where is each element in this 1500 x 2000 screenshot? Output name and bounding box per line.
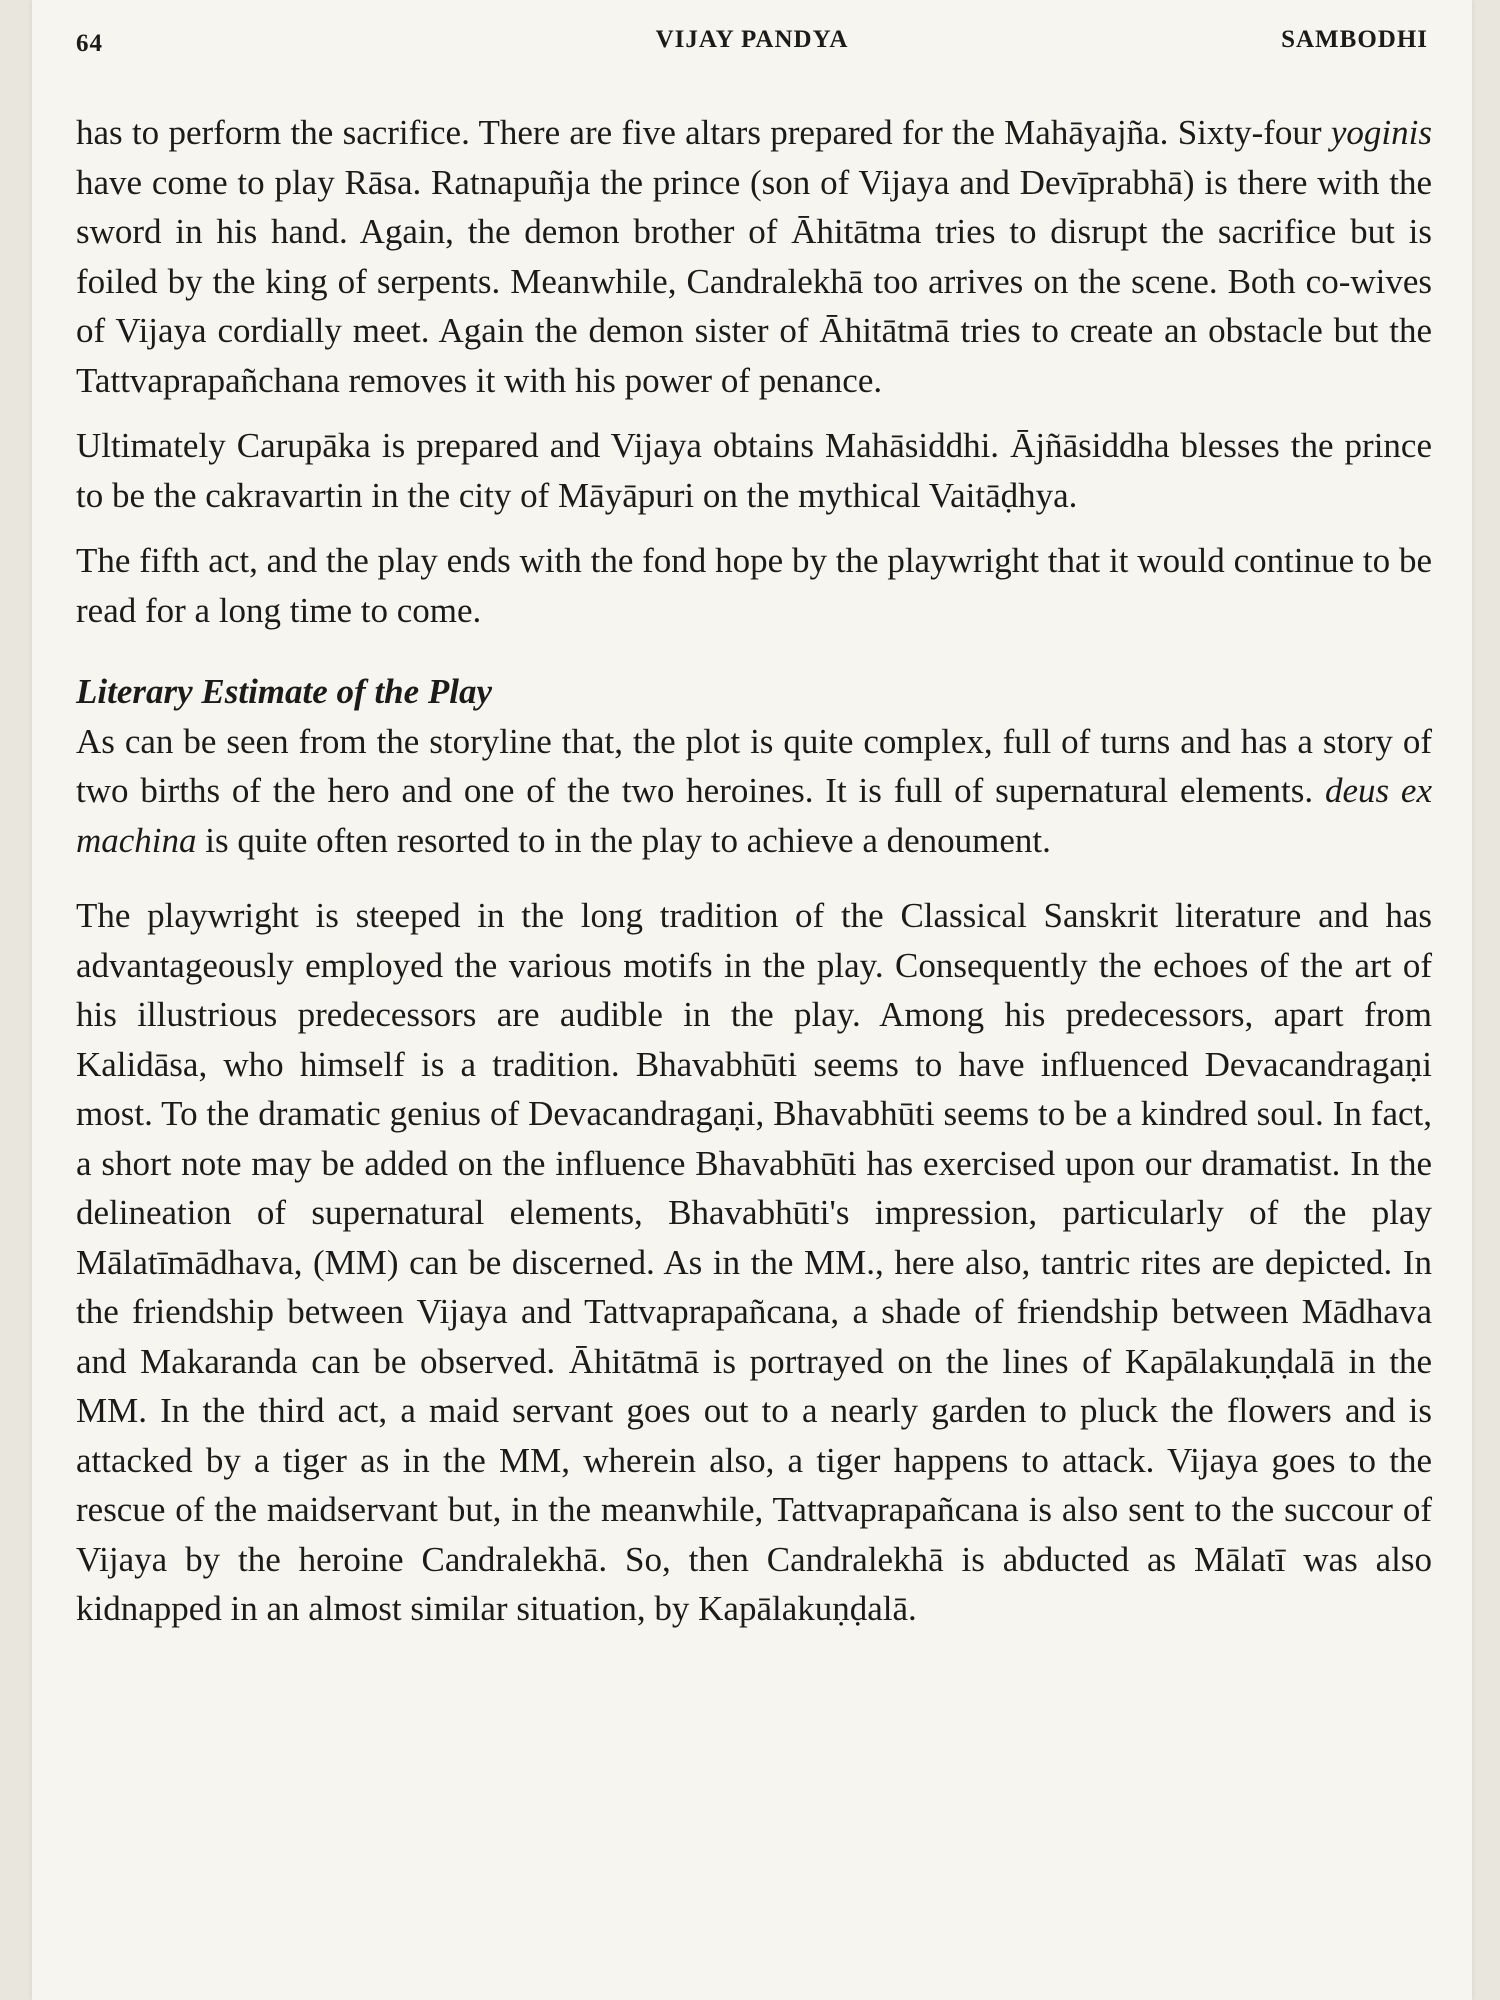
- book-page: [32, 0, 1472, 2000]
- section-heading: Literary Estimate of the Play: [76, 672, 493, 711]
- running-header: [76, 22, 1428, 62]
- paragraph-mahasiddhi: Ultimately Carupāka is prepared and Vijaya obtains Mahāsiddhi. Ājñāsiddha blesses the prince to be the cakravartin in the city of Māyāpuri on the mythical Vaitāḍhya.: [76, 426, 1432, 515]
- paragraph-storyline: As can be seen from the storyline that, the plot is quite complex, full of turns and has a story of two births of the hero and one of the two heroines. It is full of supernatural elements. deus ex machina is quite often resorted to in the play to achieve a denoument.: [76, 721, 1432, 860]
- body-text: [76, 108, 1432, 1634]
- paragraph-influence: The playwright is steeped in the long tradition of the Classical Sanskrit literature and has advantageously employed the various motifs in the play. Consequently the echoes of the art of his illustrious predecessors are audible in the play. Among his predecessors, apart from Kalidāsa, who himself is a tradition. Bhavabhūti seems to have influenced Devacandragaṇi most. To the dramatic genius of Devacandragaṇi, Bhavabhūti seems to be a kindred soul. In fact, a short note may be added on the influence Bhavabhūti has exercised upon our dramatist. In the delineation of supernatural elements, Bhavabhūti's impression, particularly of the play Mālatīmādhava, (MM) can be discerned. As in the MM., here also, tantric rites are depicted. In the friendship between Vijaya and Tattvaprapañcana, a shade of friendship between Mādhava and Makaranda can be observed. Āhitātmā is portrayed on the lines of Kapālakuṇḍalā in the MM. In the third act, a maid servant goes out to a nearly garden to pluck the flowers and is attacked by a tiger as in the MM, wherein also, a tiger happens to attack. Vijaya goes to the rescue of the maidservant but, in the meanwhile, Tattvaprapañcana is also sent to the succour of Vijaya by the heroine Candralekhā. So, then Candralekhā is abducted as Mālatī was also kidnapped in an almost similar situation, by Kapālakuṇḍalā.: [76, 896, 1432, 1628]
- paragraph-fifth-act: The fifth act, and the play ends with the fond hope by the playwright that it would continue to be read for a long time to come.: [76, 541, 1432, 630]
- running-head-author: VIJAY PANDYA: [655, 26, 849, 53]
- running-head-journal: SAMBODHI: [1281, 26, 1428, 53]
- page-number: 64: [76, 30, 103, 57]
- paragraph-sacrifice: has to perform the sacrifice. There are five altars prepared for the Mahāyajña. Sixty-four yoginis have come to play Rāsa. Ratnapuñja the prince (son of Vijaya and Devīprabhā) is there with the sword in his hand. Again, the demon brother of Āhitātma tries to disrupt the sacrifice but is foiled by the king of serpents. Meanwhile, Candralekhā too arrives on the scene. Both co-wives of Vijaya cordially meet. Again the demon sister of Āhitātmā tries to create an obstacle but the Tattvaprapañchana removes it with his power of penance.: [76, 113, 1432, 400]
